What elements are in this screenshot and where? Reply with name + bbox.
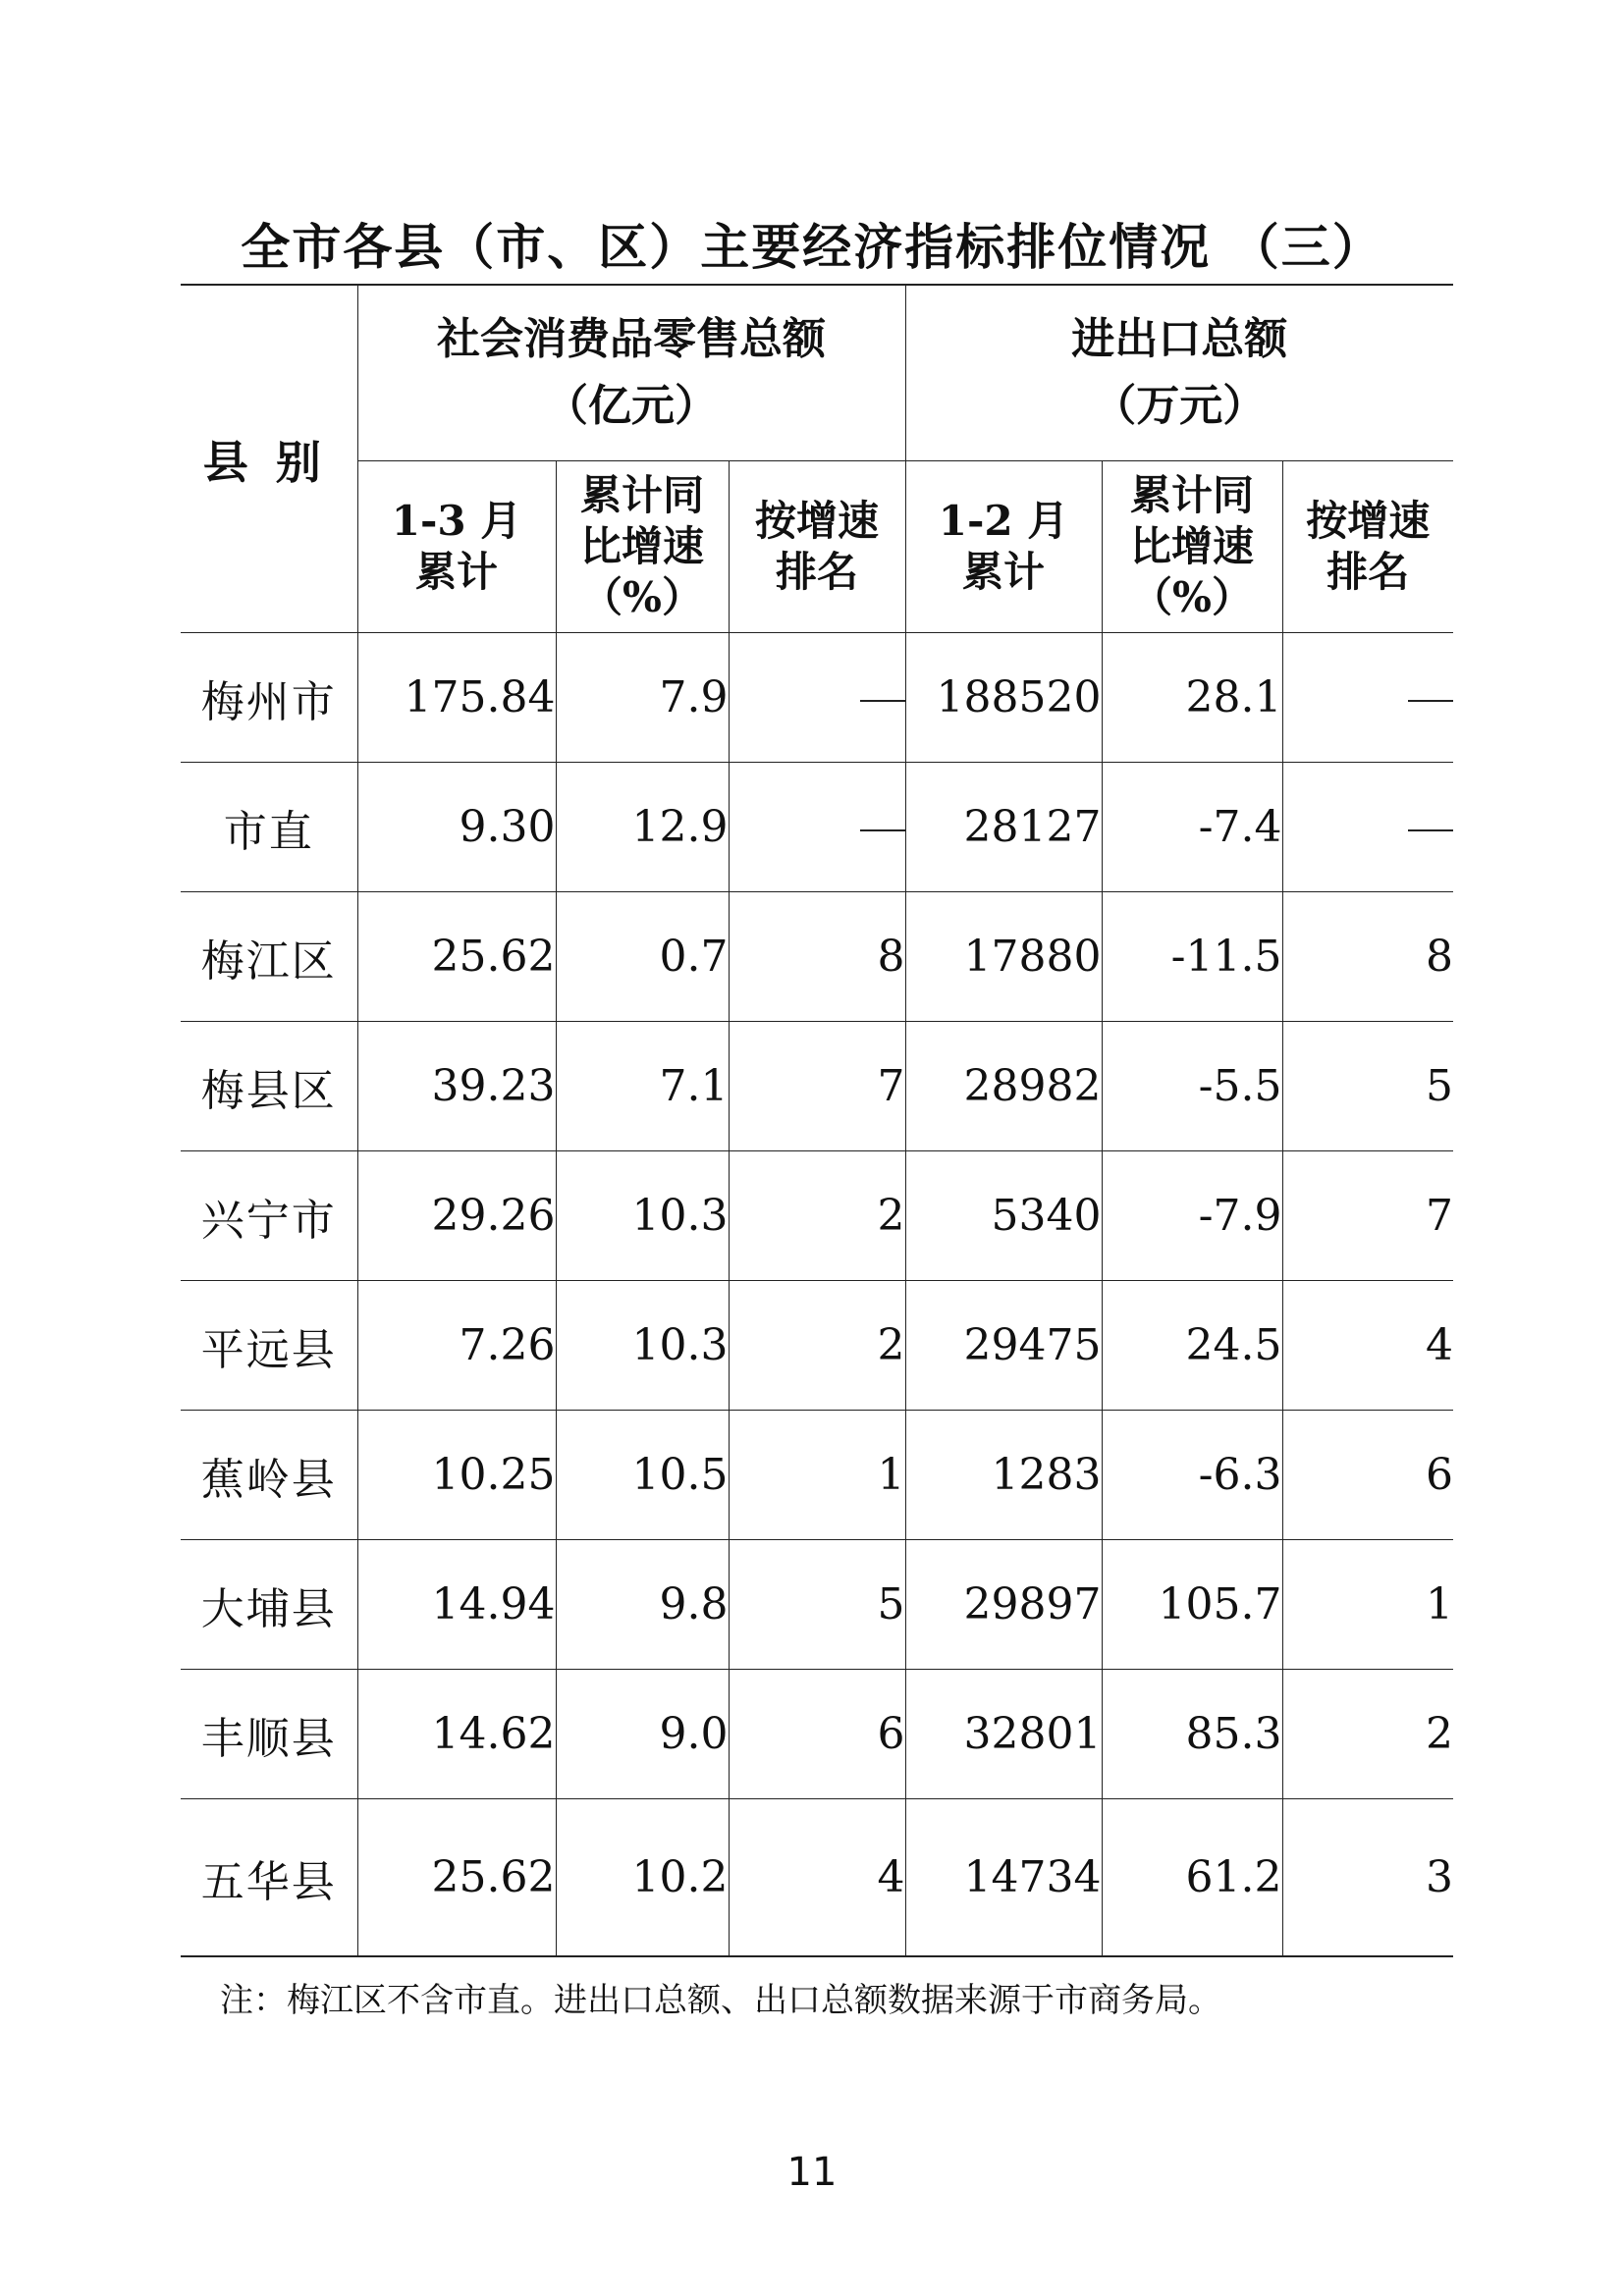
- trade-rank-header: 按增速 排名: [1282, 461, 1453, 633]
- trade-rank: [1282, 763, 1453, 892]
- import-export-group-header: 进出口总额 （万元）: [905, 285, 1453, 461]
- trade-growth: 85.3: [1102, 1670, 1282, 1799]
- no-rank-dash: [1408, 700, 1453, 702]
- county-name: 梅县区: [181, 1022, 357, 1151]
- trade-cumulative: 29475: [905, 1281, 1102, 1411]
- table-footnote: 注：梅江区不含市直。进出口总额、出口总额数据来源于市商务局。: [220, 1981, 1221, 2020]
- trade-rank: 1: [1282, 1540, 1453, 1670]
- trade-growth: -11.5: [1102, 892, 1282, 1022]
- retail-growth: 9.0: [556, 1670, 729, 1799]
- retail-rank: 2: [729, 1281, 905, 1411]
- trade-growth: 24.5: [1102, 1281, 1282, 1411]
- trade-rank: [1282, 633, 1453, 763]
- trade-cumulative: 5340: [905, 1151, 1102, 1281]
- retail-rank: 7: [729, 1022, 905, 1151]
- retail-growth: 7.9: [556, 633, 729, 763]
- table-row: [181, 1670, 1453, 1799]
- retail-rank: 8: [729, 892, 905, 1022]
- retail-rank: 1: [729, 1411, 905, 1540]
- retail-cumulative: 14.94: [357, 1540, 556, 1670]
- trade-rank: 8: [1282, 892, 1453, 1022]
- retail-cumulative: 7.26: [357, 1281, 556, 1411]
- no-rank-dash: [1408, 829, 1453, 831]
- trade-cumulative: 28127: [905, 763, 1102, 892]
- retail-cumulative: 29.26: [357, 1151, 556, 1281]
- retail-growth: 7.1: [556, 1022, 729, 1151]
- retail-rank: 5: [729, 1540, 905, 1670]
- trade-cumulative: 14734: [905, 1799, 1102, 1957]
- trade-rank: 4: [1282, 1281, 1453, 1411]
- county-name: 大埔县: [181, 1540, 357, 1670]
- retail-growth: 9.8: [556, 1540, 729, 1670]
- table-row: [181, 1022, 1453, 1151]
- trade-growth: -7.9: [1102, 1151, 1282, 1281]
- trade-cumulative: 32801: [905, 1670, 1102, 1799]
- county-name: 梅江区: [181, 892, 357, 1022]
- county-name: 丰顺县: [181, 1670, 357, 1799]
- trade-cumulative: 29897: [905, 1540, 1102, 1670]
- retail-growth-header: 累计同 比增速 （%）: [556, 461, 729, 633]
- trade-cumulative-header: 1-2 月 累计: [905, 461, 1102, 633]
- retail-rank: 4: [729, 1799, 905, 1957]
- county-name: 蕉岭县: [181, 1411, 357, 1540]
- retail-cumulative: 39.23: [357, 1022, 556, 1151]
- retail-cumulative: 10.25: [357, 1411, 556, 1540]
- retail-rank: 6: [729, 1670, 905, 1799]
- table-row: [181, 1411, 1453, 1540]
- county-name: 兴宁市: [181, 1151, 357, 1281]
- table-row: [181, 1151, 1453, 1281]
- indicator-ranking-table: [181, 284, 1453, 1957]
- table-row: [181, 892, 1453, 1022]
- page-number: 11: [786, 2150, 838, 2195]
- retail-growth: 10.3: [556, 1151, 729, 1281]
- county-name: 平远县: [181, 1281, 357, 1411]
- table-group-header-row: [181, 285, 1453, 461]
- trade-growth: -6.3: [1102, 1411, 1282, 1540]
- retail-cumulative: 25.62: [357, 1799, 556, 1957]
- trade-growth: 105.7: [1102, 1540, 1282, 1670]
- trade-cumulative: 28982: [905, 1022, 1102, 1151]
- retail-cumulative: 25.62: [357, 892, 556, 1022]
- county-header: 县别: [181, 285, 357, 633]
- county-name: 梅州市: [181, 633, 357, 763]
- table-row: [181, 763, 1453, 892]
- table-row: [181, 1799, 1453, 1957]
- county-name: 市直: [181, 763, 357, 892]
- retail-rank: [729, 633, 905, 763]
- table-row: [181, 1281, 1453, 1411]
- retail-rank: [729, 763, 905, 892]
- table-row: [181, 1540, 1453, 1670]
- table-row: [181, 633, 1453, 763]
- retail-rank: 2: [729, 1151, 905, 1281]
- retail-cumulative: 175.84: [357, 633, 556, 763]
- retail-cumulative-header: 1-3 月 累计: [357, 461, 556, 633]
- page-title: 全市各县（市、区）主要经济指标排位情况 （三）: [241, 218, 1383, 276]
- table-column-header-row: [181, 461, 1453, 633]
- trade-growth-header: 累计同 比增速 （%）: [1102, 461, 1282, 633]
- retail-growth: 10.3: [556, 1281, 729, 1411]
- county-name: 五华县: [181, 1799, 357, 1957]
- trade-rank: 7: [1282, 1151, 1453, 1281]
- retail-rank-header: 按增速 排名: [729, 461, 905, 633]
- trade-growth: 61.2: [1102, 1799, 1282, 1957]
- retail-growth: 10.2: [556, 1799, 729, 1957]
- retail-sales-group-header: 社会消费品零售总额 （亿元）: [357, 285, 905, 461]
- no-rank-dash: [860, 829, 905, 831]
- trade-rank: 5: [1282, 1022, 1453, 1151]
- trade-growth: -7.4: [1102, 763, 1282, 892]
- retail-growth: 0.7: [556, 892, 729, 1022]
- trade-rank: 2: [1282, 1670, 1453, 1799]
- retail-growth: 10.5: [556, 1411, 729, 1540]
- trade-growth: 28.1: [1102, 633, 1282, 763]
- trade-cumulative: 17880: [905, 892, 1102, 1022]
- retail-growth: 12.9: [556, 763, 729, 892]
- trade-cumulative: 188520: [905, 633, 1102, 763]
- trade-cumulative: 1283: [905, 1411, 1102, 1540]
- no-rank-dash: [860, 700, 905, 702]
- retail-cumulative: 14.62: [357, 1670, 556, 1799]
- trade-rank: 6: [1282, 1411, 1453, 1540]
- retail-cumulative: 9.30: [357, 763, 556, 892]
- trade-growth: -5.5: [1102, 1022, 1282, 1151]
- trade-rank: 3: [1282, 1799, 1453, 1957]
